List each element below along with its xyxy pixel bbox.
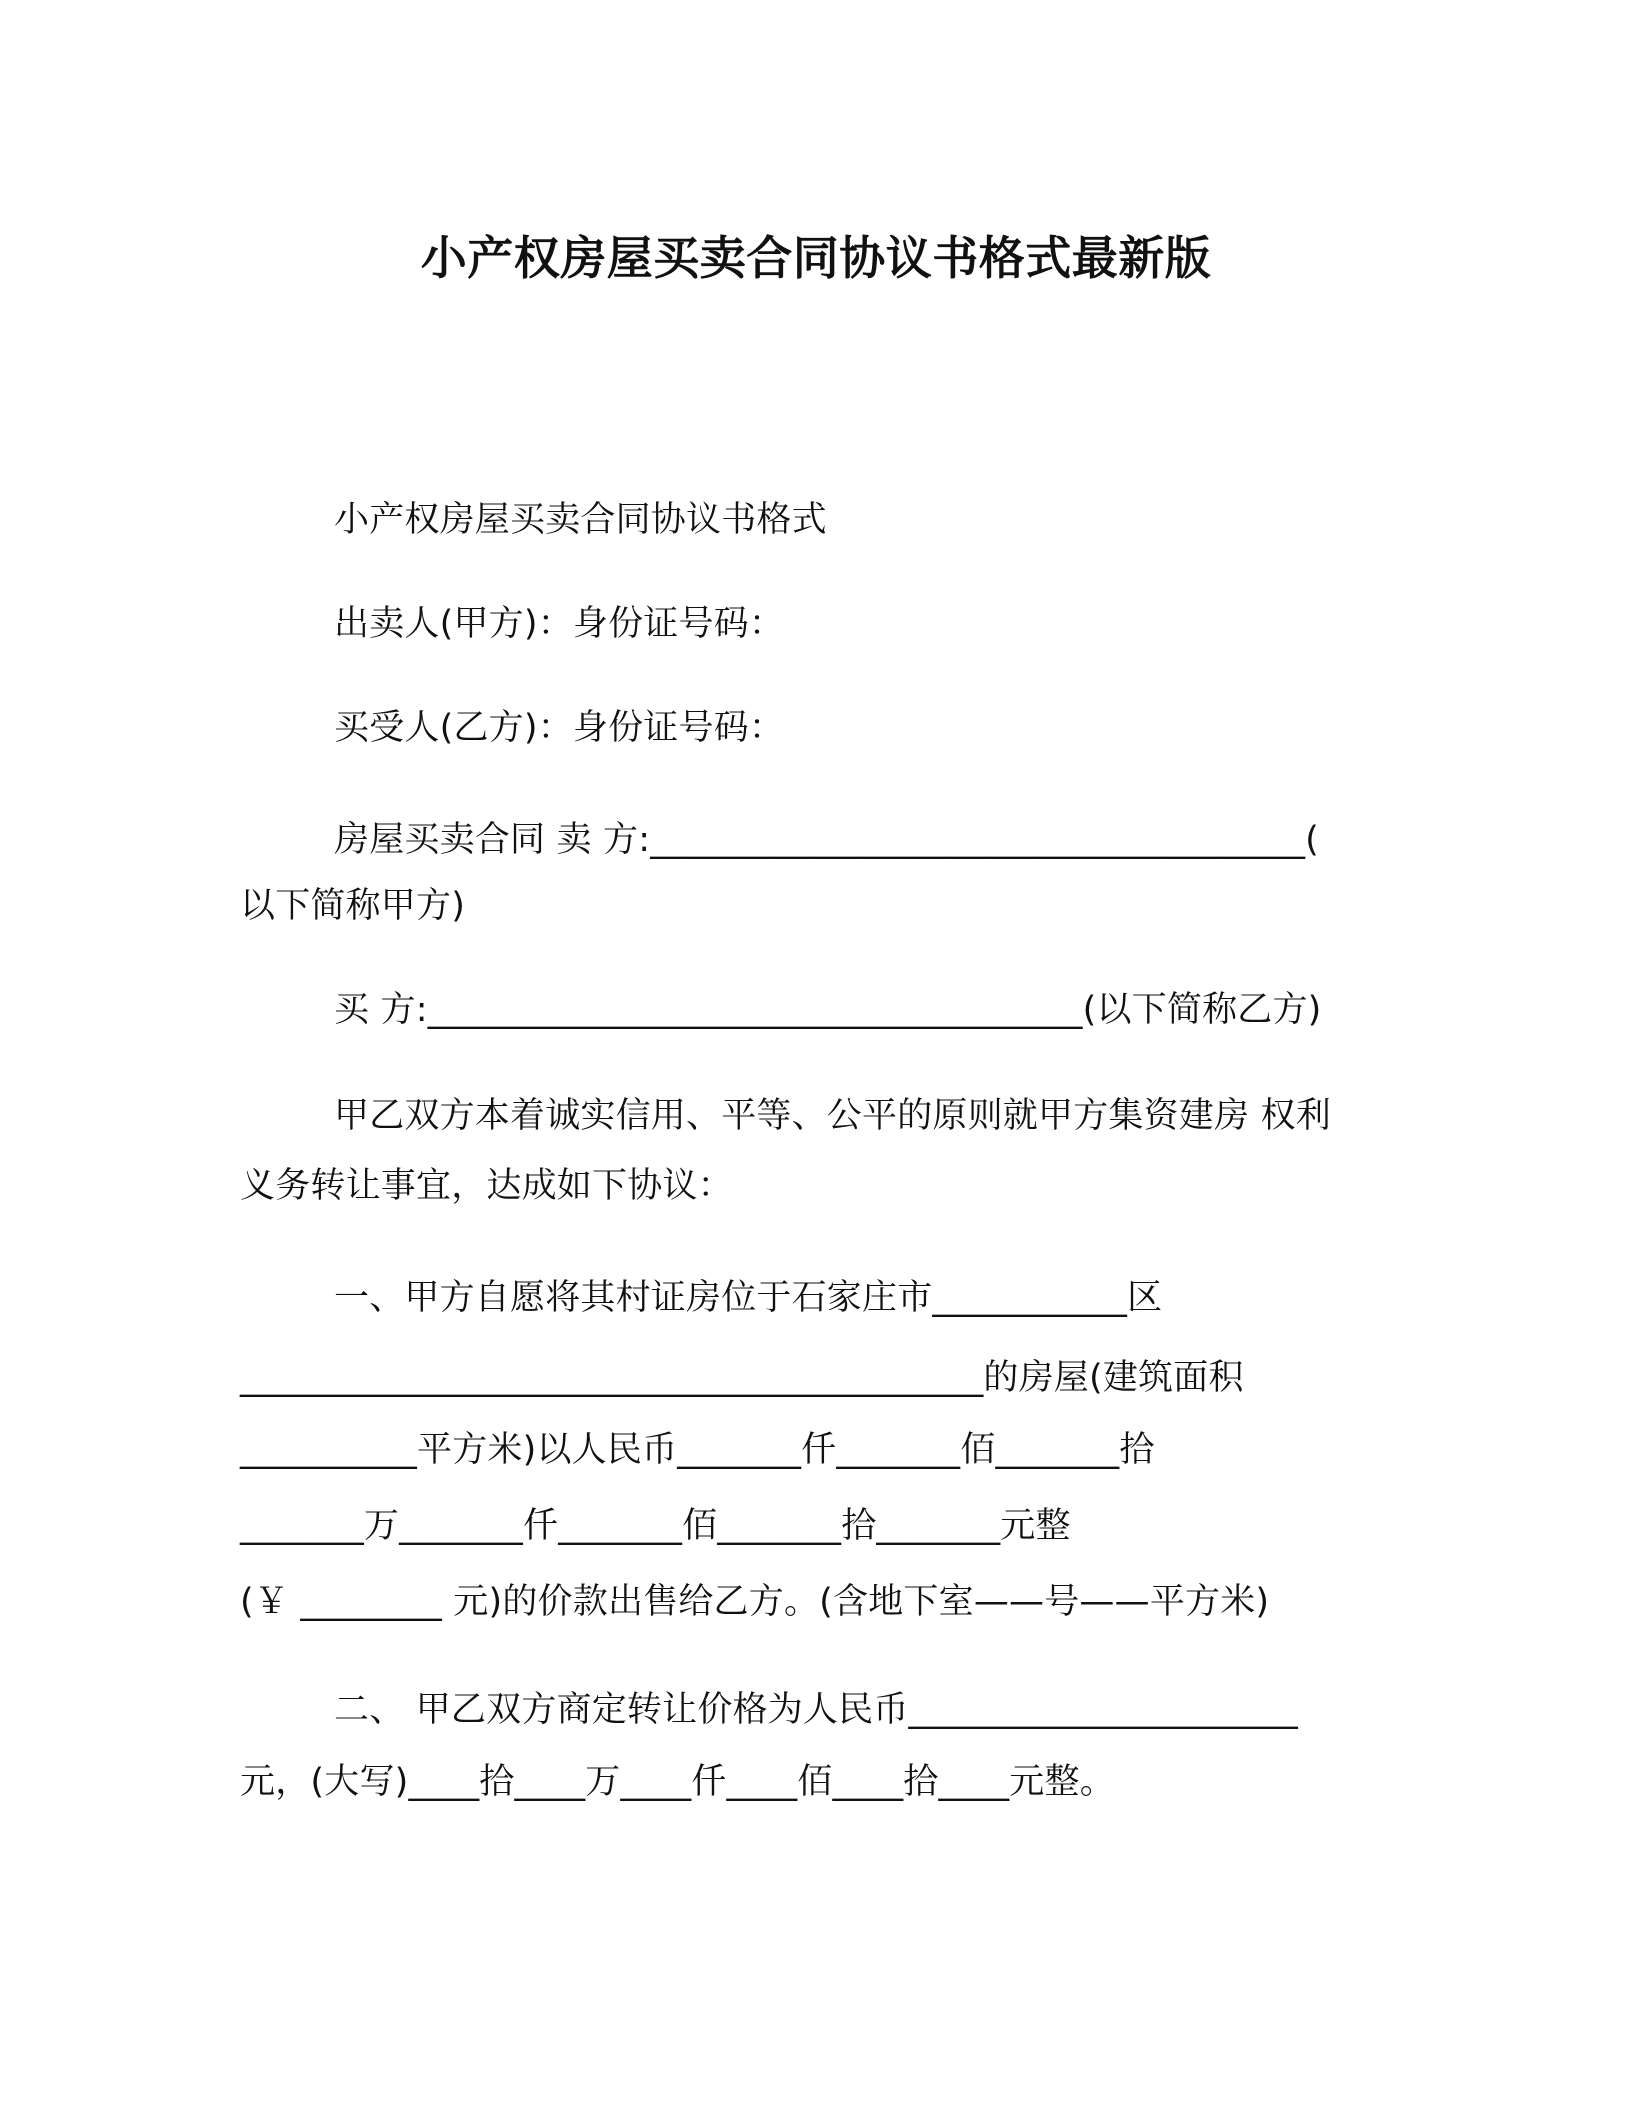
- clause-2-line-1: 二、 甲乙双方商定转让价格为人民币______________________: [334, 1690, 1298, 1730]
- principle-line-cont: 义务转让事宜，达成如下协议：: [240, 1166, 733, 1206]
- clause-1-line-3: __________平方米)以人民币_______仟_______佰_______拾: [240, 1430, 1155, 1470]
- clause-1-line-2: __________________________________________的房屋(建筑面积: [240, 1358, 1244, 1398]
- principle-line: 甲乙双方本着诚实信用、平等、公平的原则就甲方集资建房 权利: [334, 1096, 1331, 1136]
- clause-1-line-5: (￥ ________ 元)的价款出售给乙方。(含地下室——号——平方米): [240, 1582, 1270, 1622]
- seller-line: 出卖人(甲方)：身份证号码：: [334, 604, 785, 644]
- contract-seller-line: 房屋买卖合同 卖 方:_____________________________________(: [334, 820, 1319, 860]
- clause-1-line-1: 一、甲方自愿将其村证房位于石家庄市___________区: [334, 1278, 1163, 1318]
- contract-buyer-line: 买 方:_____________________________________(以下简称乙方): [334, 990, 1322, 1030]
- buyer-line: 买受人(乙方)：身份证号码：: [334, 708, 785, 748]
- clause-2-line-2: 元，(大写)____拾____万____仟____佰____拾____元整。: [240, 1762, 1115, 1802]
- contract-seller-line-cont: 以下简称甲方): [240, 886, 466, 926]
- subtitle-line: 小产权房屋买卖合同协议书格式: [334, 500, 827, 540]
- document-title: 小产权房屋买卖合同协议书格式最新版: [420, 231, 1212, 285]
- clause-1-line-4: _______万_______仟_______佰_______拾_______元整: [240, 1506, 1071, 1546]
